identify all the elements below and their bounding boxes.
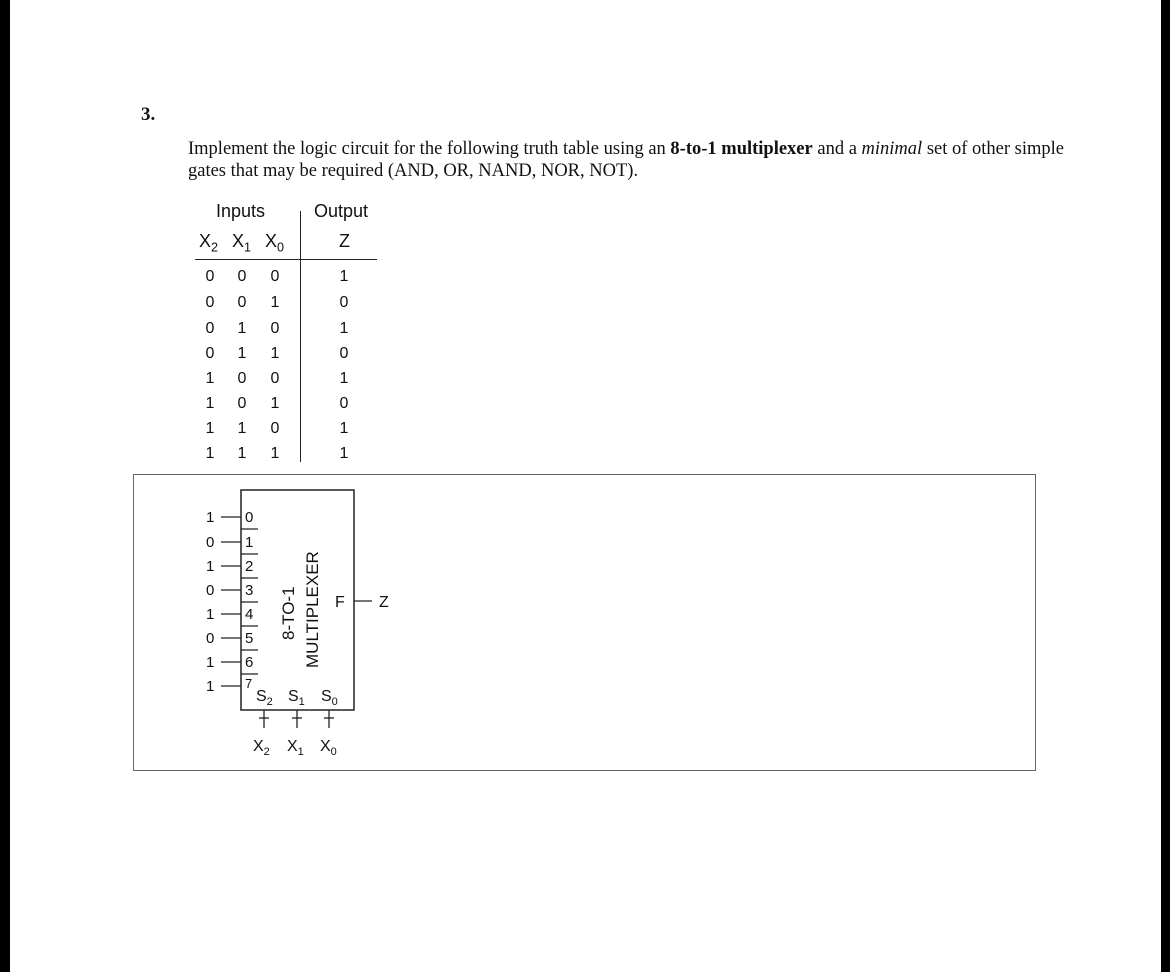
table-cell: 0 — [270, 320, 280, 337]
table-cell: 0 — [339, 294, 349, 311]
select-input-x1: $X_1$ — [287, 738, 304, 758]
output-signal-z: Z — [379, 594, 389, 611]
table-cell: 1 — [339, 370, 349, 387]
input-value: 0 — [206, 630, 215, 647]
input-value: 1 — [206, 509, 215, 526]
input-value: 0 — [206, 582, 215, 599]
pin-number: 4 — [245, 606, 254, 623]
table-cell: 0 — [237, 395, 247, 412]
mux-name-line1: 8-TO-1 — [279, 586, 298, 640]
input-col-x0: $X_0$ — [265, 231, 285, 255]
mux-term: 8-to-1 multiplexer — [670, 139, 813, 159]
table-cell: 0 — [237, 294, 247, 311]
table-cell: 1 — [205, 370, 215, 387]
mux-name-line2: MULTIPLEXER — [303, 551, 322, 668]
table-cell: 1 — [339, 420, 349, 437]
table-cell: 0 — [237, 370, 247, 387]
minimal-term: minimal — [861, 139, 923, 159]
pin-number: 5 — [245, 630, 254, 647]
input-value: 1 — [206, 654, 215, 671]
select-pin-s0: $S_0$ — [321, 688, 338, 708]
select-input-x2: $X_2$ — [253, 738, 270, 758]
question-number: 3. — [141, 104, 156, 125]
input-value: 1 — [206, 678, 215, 695]
table-cell: 1 — [205, 445, 215, 462]
table-cell: 0 — [205, 268, 215, 285]
table-cell: 0 — [205, 345, 215, 362]
table-cell: 1 — [270, 345, 280, 362]
table-cell: 0 — [270, 268, 280, 285]
table-cell: 1 — [205, 395, 215, 412]
output-header: Output — [314, 201, 369, 221]
input-value: 1 — [206, 558, 215, 575]
pin-number: 7 — [245, 676, 253, 691]
pin-number: 6 — [245, 654, 254, 671]
question-text: Implement the logic circuit for the following truth table using an 8-to-1 multiplexer and a minimal set of other simple gates that may be required (AND, OR, NAND, NOR, NOT). — [188, 139, 1064, 181]
table-cell: 0 — [339, 345, 349, 362]
table-cell: 1 — [205, 420, 215, 437]
input-col-x1: $X_1$ — [232, 231, 252, 255]
table-cell: 1 — [237, 345, 247, 362]
table-cell: 1 — [339, 445, 349, 462]
inputs-header: Inputs — [216, 201, 266, 221]
select-pin-s1: $S_1$ — [288, 688, 305, 708]
table-cell: 0 — [237, 268, 247, 285]
input-value: 0 — [206, 534, 215, 551]
table-cell: 0 — [270, 370, 280, 387]
input-col-x2: $X_2$ — [199, 231, 219, 255]
table-cell: 0 — [205, 294, 215, 311]
pin-number: 2 — [245, 558, 254, 575]
output-col-z: Z — [339, 231, 350, 251]
input-value: 1 — [206, 606, 215, 623]
table-cell: 0 — [339, 395, 349, 412]
table-cell: 1 — [237, 320, 247, 337]
pin-number: 3 — [245, 582, 254, 599]
table-cell: 1 — [270, 395, 280, 412]
table-cell: 1 — [270, 294, 280, 311]
table-cell: 1 — [339, 268, 349, 285]
select-pin-s2: $S_2$ — [256, 688, 273, 708]
pin-number: 0 — [245, 509, 254, 526]
select-lines — [259, 710, 334, 728]
table-cell: 1 — [339, 320, 349, 337]
table-cell: 1 — [237, 420, 247, 437]
table-cell: 0 — [205, 320, 215, 337]
table-cell: 1 — [270, 445, 280, 462]
table-cell: 0 — [270, 420, 280, 437]
output-pin-f: F — [335, 594, 345, 611]
pin-number: 1 — [245, 534, 254, 551]
table-cell: 1 — [237, 445, 247, 462]
select-input-x0: $X_0$ — [320, 738, 337, 758]
